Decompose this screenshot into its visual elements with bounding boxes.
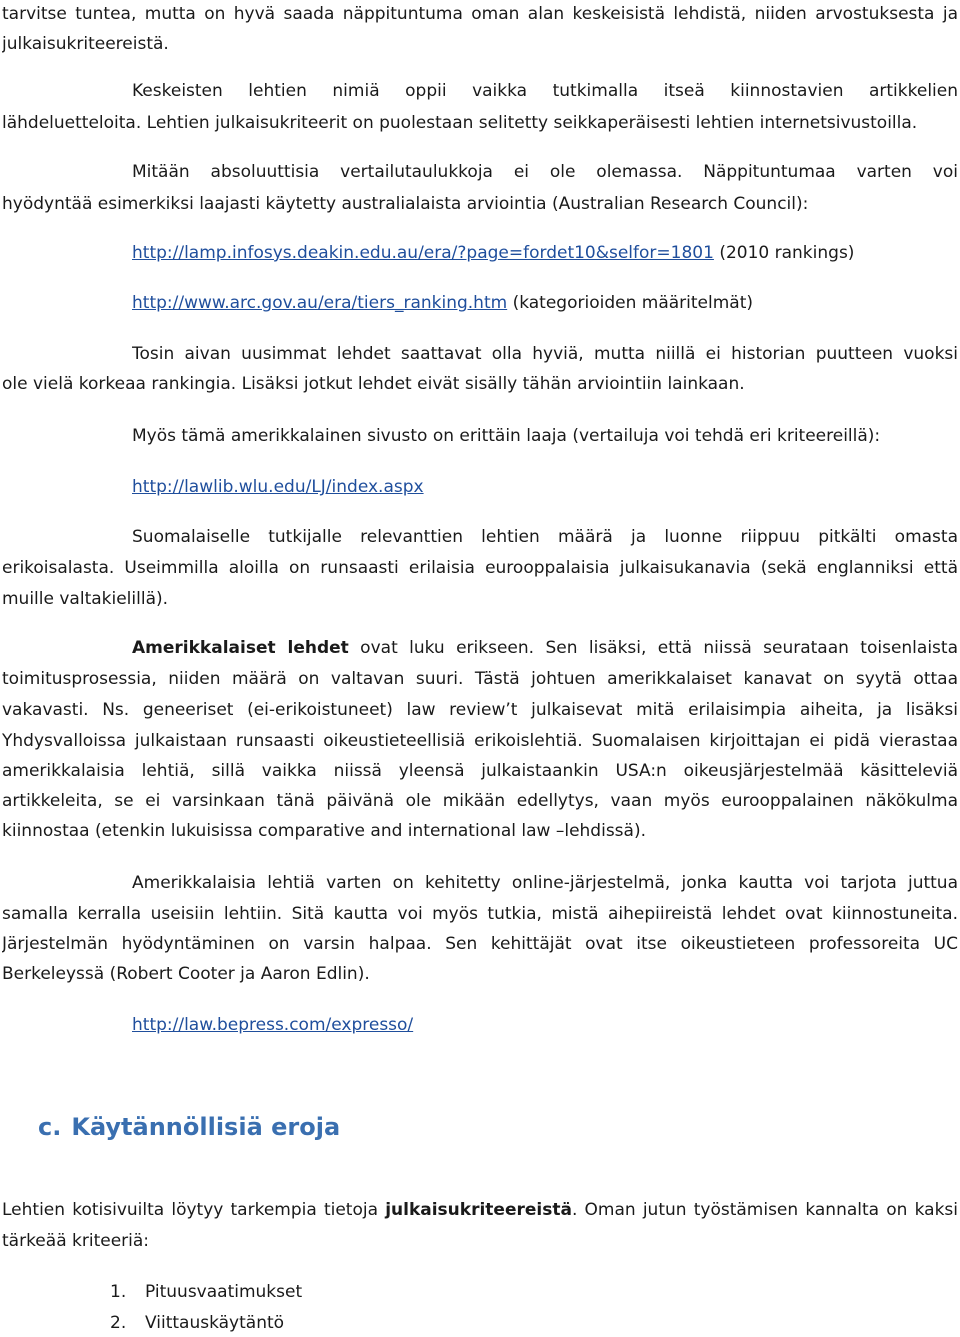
list-text: Pituusvaatimukset [145,1282,303,1302]
bold-phrase: julkaisukriteereistä [385,1200,572,1220]
paragraph-line: tärkeää kriteeriä: [2,1231,150,1251]
paragraph-line [132,637,958,659]
paragraph-line: julkaisukriteereistä. [2,34,169,54]
paragraph-line: muille valtakielillä). [2,589,169,609]
paragraph-line: Tosin aivan uusimmat lehdet saattavat olla hyviä, mutta niillä ei historian puutteen vuoksi [132,344,958,364]
paragraph-line: Järjestelmän hyödyntäminen on varsin halpaa. Sen kehittäjät ovat itse oikeustieteen professoreita UC [2,934,958,954]
paragraph-line: Suomalaiselle tutkijalle relevanttien lehtien määrä ja luonne riippuu pitkälti omasta [132,527,958,547]
arc-tiers-link[interactable]: http://www.arc.gov.au/era/tiers_ranking.htm [132,293,508,313]
paragraph-line: tarvitse tuntea, mutta on hyvä saada näppituntuma oman alan keskeisistä lehdistä, niiden arvostuksesta ja [2,4,958,24]
paragraph-line: Myös tämä amerikkalainen sivusto on erittäin laaja (vertailuja voi tehdä eri kriteereillä): [132,426,881,446]
paragraph-line: Keskeisten lehtien nimiä oppii vaikka tutkimalla itseä kiinnostavien artikkelien [132,81,958,101]
link-line [132,1014,958,1036]
link-note: (2010 rankings) [713,243,855,263]
paragraph-line: hyödyntää esimerkiksi laajasti käytetty australialaista arviointia (Australian Research Council): [2,194,809,214]
era-rankings-link[interactable]: http://lamp.infosys.deakin.edu.au/era/?page=fordet10&selfor=1801 [132,243,714,263]
paragraph-line: erikoisalasta. Useimmilla aloilla on runsaasti erilaisia eurooppalaisia julkaisukanavia (sekä englanniksi että [2,558,958,578]
paragraph-text: Lehtien kotisivuilta löytyy tarkempia tietoja [2,1200,386,1220]
list-item [110,1281,302,1303]
paragraph-text: ovat luku erikseen. Sen lisäksi, että niissä seurataan toisenlaista [348,638,958,658]
lawlib-link[interactable]: http://lawlib.wlu.edu/LJ/index.aspx [132,477,424,497]
paragraph-line: amerikkalaisia lehtiä, sillä vaikka niissä yleensä julkaistaankin USA:n oikeusjärjestelmää käsitteleviä [2,761,958,781]
paragraph-line: samalla kerralla useisiin lehtiin. Sitä kautta voi myös tutkia, mistä aihepiireistä lehdet ovat kiinnostuneita. [2,904,958,924]
list-number: 2. [110,1313,127,1333]
list-text: Viittauskäytäntö [145,1313,285,1333]
section-number: c. [38,1113,62,1141]
paragraph-line: ole vielä korkeaa rankingia. Lisäksi jotkut lehdet eivät sisälly tähän arviointiin lainkaan. [2,374,745,394]
paragraph-text: . Oman jutun työstämisen kannalta on kaksi [571,1200,958,1220]
section-title: Käytännöllisiä eroja [71,1113,341,1141]
paragraph-line: kiinnostaa (etenkin lukuisissa comparative and international law –lehdissä). [2,821,646,841]
paragraph-line: artikkeleita, se ei varsinkaan tänä päivänä ole mikään edellytys, vaan myös eurooppalainen näkökulma [2,791,958,811]
paragraph-line: Mitään absoluuttisia vertailutaulukkoja ei ole olemassa. Näppituntumaa varten voi [132,162,958,182]
paragraph-line: Yhdysvalloissa julkaistaan runsaasti oikeustieteellisiä erikoislehtiä. Suomalaisen kirjoittajan ei pidä vierastaa [2,731,958,751]
link-note: (kategorioiden määritelmät) [507,293,753,313]
paragraph-line: Amerikkalaisia lehtiä varten on kehitetty online-järjestelmä, jonka kautta voi tarjota juttua [132,873,958,893]
section-heading [38,1112,340,1142]
paragraph-line: toimitusprosessia, niiden määrä on valtavan suuri. Tästä johtuen amerikkalaiset kanavat on syytä ottaa [2,669,958,689]
list-number: 1. [110,1282,127,1302]
paragraph-line: Berkeleyssä (Robert Cooter ja Aaron Edlin). [2,964,370,984]
paragraph-line [2,1199,958,1221]
link-line [132,476,958,498]
list-item [110,1312,284,1334]
paragraph-line: lähdeluetteloita. Lehtien julkaisukriteerit on puolestaan selitetty seikkaperäisesti lehtien internetsivustoilla. [2,113,918,133]
link-line [132,242,958,264]
bepress-expresso-link[interactable]: http://law.bepress.com/expresso/ [132,1015,414,1035]
paragraph-line: vakavasti. Ns. geneeriset (ei-erikoistuneet) law review’t julkaisevat mitä erilaisimpia aiheita, ja lisäksi [2,700,958,720]
link-line [132,292,958,314]
bold-phrase: Amerikkalaiset lehdet [132,638,349,658]
